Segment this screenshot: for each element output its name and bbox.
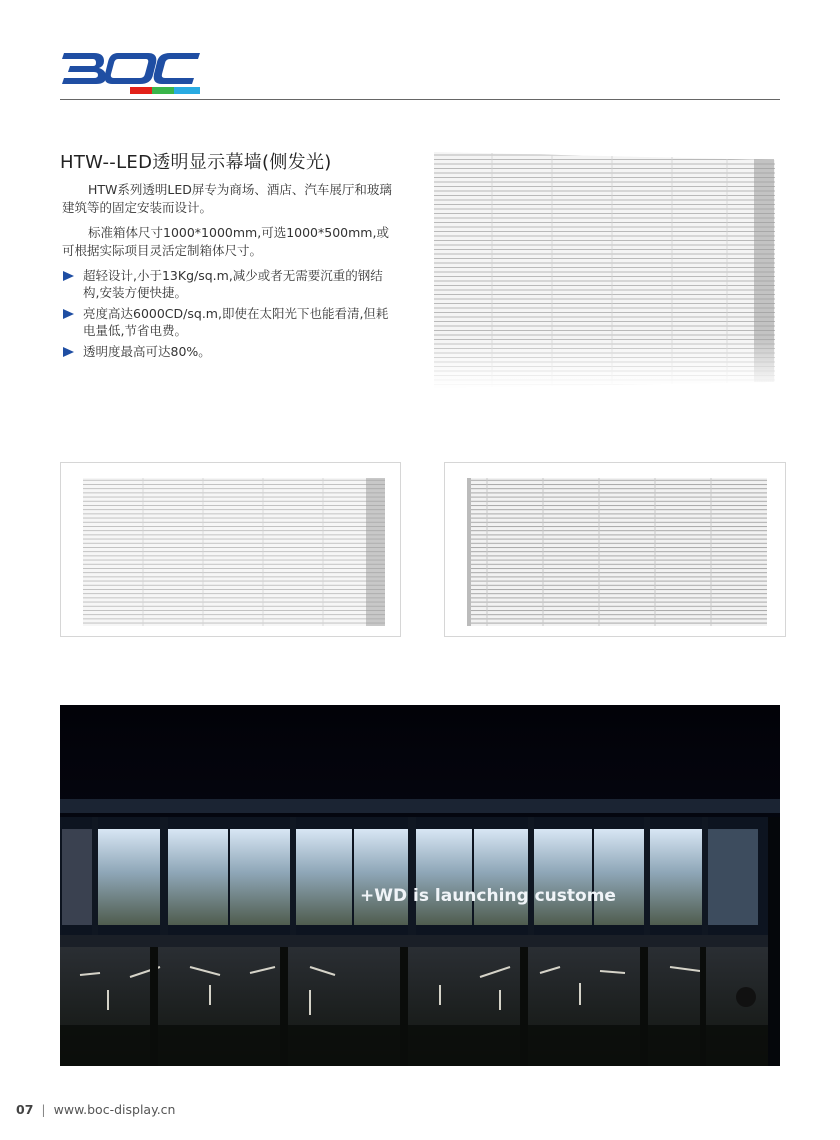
- led-panel-front-image: [60, 462, 401, 637]
- triangle-bullet-icon: [63, 309, 74, 319]
- triangle-bullet-icon: [63, 271, 74, 281]
- led-panel-perspective-image: [432, 150, 777, 390]
- footer-separator: |: [41, 1102, 46, 1117]
- product-title: HTW--LED透明显示幕墙(侧发光): [60, 152, 332, 173]
- triangle-bullet-icon: [63, 347, 74, 357]
- boc-logo: [60, 50, 202, 96]
- led-panel-back-image: [444, 462, 786, 637]
- feature-item: 亮度高达6000CD/sq.m,即使在太阳光下也能看清,但耗电量低,节省电费。: [62, 305, 392, 339]
- feature-item: 透明度最高可达80%。: [62, 343, 392, 360]
- installation-night-photo: [60, 705, 780, 1066]
- page-number: 07: [16, 1102, 34, 1117]
- website-link[interactable]: www.boc-display.cn: [53, 1102, 176, 1117]
- feature-list: [62, 267, 392, 364]
- intro-paragraph: HTW系列透明LED屏专为商场、酒店、汽车展厅和玻璃建筑等的固定安装而设计。: [62, 182, 392, 215]
- page-footer: [16, 1102, 175, 1117]
- size-paragraph: 标准箱体尺寸1000*1000mm,可选1000*500mm,或可根据实际项目灵活定制箱体尺寸。: [62, 225, 389, 258]
- feature-item: 超轻设计,小于13Kg/sq.m,减少或者无需要沉重的钢结构,安装方便快捷。: [62, 267, 392, 301]
- header-divider: [60, 99, 780, 100]
- led-screen-text: +WD is launching custome: [360, 886, 616, 906]
